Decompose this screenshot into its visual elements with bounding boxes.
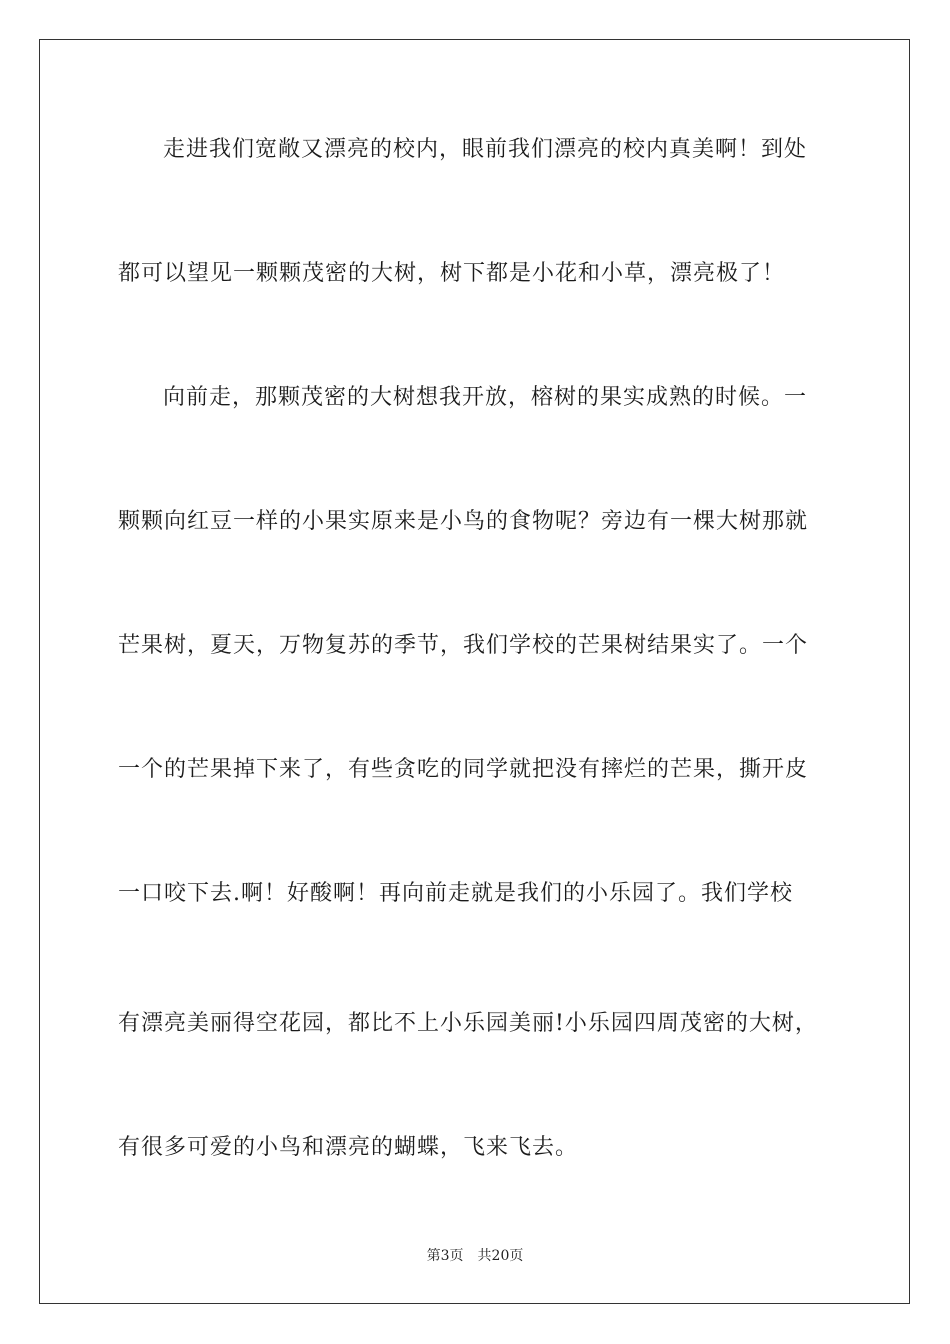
- paragraph-1-line-1: 走进我们宽敞又漂亮的校内，眼前我们漂亮的校内真美啊！到处: [163, 137, 808, 162]
- paragraph-2-line-5: 一口咬下去.啊！好酸啊！再向前走就是我们的小乐园了。我们学校: [118, 881, 793, 906]
- paragraph-2-line-4: 一个的芒果掉下来了，有些贪吃的同学就把没有摔烂的芒果，撕开皮: [118, 757, 809, 782]
- paragraph-2-line-3: 芒果树，夏天，万物复苏的季节，我们学校的芒果树结果实了。一个: [118, 633, 809, 658]
- page-border: [39, 39, 910, 1304]
- paragraph-2-line-1: 向前走，那颗茂密的大树想我开放，榕树的果实成熟的时候。一: [163, 385, 808, 410]
- paragraph-2-line-6: 有漂亮美丽得空花园，都比不上小乐园美丽!小乐园四周茂密的大树，: [118, 1011, 818, 1036]
- total-pages: 共20页: [477, 1248, 524, 1264]
- paragraph-1-line-2: 都可以望见一颗颗茂密的大树，树下都是小花和小草，漂亮极了！: [118, 261, 786, 286]
- paragraph-2-line-2: 颗颗向红豆一样的小果实原来是小鸟的食物呢？旁边有一棵大树那就: [118, 509, 809, 534]
- page-number: 第3页: [426, 1248, 464, 1264]
- paragraph-2-line-7: 有很多可爱的小鸟和漂亮的蝴蝶，飞来飞去。: [118, 1135, 579, 1160]
- page-footer: [0, 1246, 950, 1266]
